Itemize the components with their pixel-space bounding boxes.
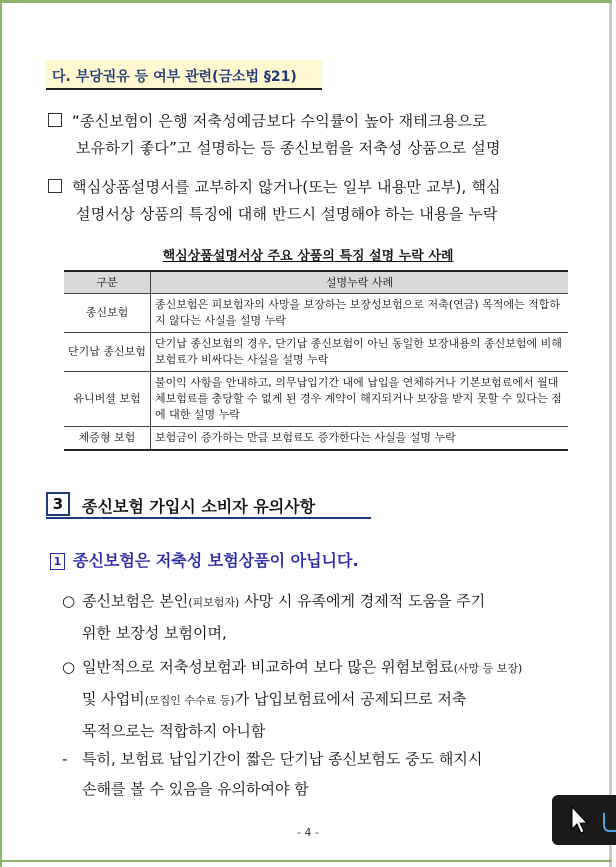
bullet-marker: - [62, 750, 68, 768]
table-cell-category: 유니버셜 보험 [64, 372, 151, 427]
bullet-1-text-small: (피보험자) [188, 596, 240, 609]
bullet-2-line3: 목적으로는 적합하지 아니함 [82, 722, 266, 740]
page-number: - 4 - [297, 826, 319, 839]
paragraph-1-line1: “종신보험이 은행 저축성예금보다 수익률이 높아 재테크용으로 [72, 112, 487, 130]
table-cell-description: 종신보험은 피보험자의 사망을 보장하는 보장성보험으로 저축(연금) 목적에는 적합하지 않다는 사실을 설명 누락 [151, 294, 569, 333]
section-3-number: 3 [46, 492, 70, 516]
table-row [64, 294, 568, 333]
section-3-title: 종신보험 가입시 소비자 유의사항 [82, 497, 316, 516]
table-cell-category: 단기납 종신보험 [64, 333, 151, 372]
bullet-3 [62, 744, 482, 804]
bullet-3-line2: 손해를 볼 수 있음을 유의하여야 함 [82, 780, 309, 798]
bullet-1-text-b: 사망 시 유족에게 경제적 도움을 주기 [239, 592, 486, 610]
checkbox-icon [48, 113, 62, 127]
bullet-marker: ○ [62, 658, 76, 676]
subheading-number: 1 [50, 553, 65, 570]
checkbox-icon [48, 179, 62, 193]
table-title: 핵심상품설명서상 주요 상품의 특징 설명 누락 사례 [162, 249, 454, 264]
table-cell-category: 종신보험 [64, 294, 151, 333]
paragraph-2 [48, 174, 501, 228]
section-3-underline [46, 517, 371, 519]
bullet-2-text-a: 일반적으로 저축성보험과 비교하여 보다 많은 위험보험료 [82, 658, 454, 676]
bullet-1 [62, 586, 485, 648]
bullet-2-line2-b: 가 납입보험료에서 공제되므로 저축 [234, 690, 467, 708]
table-header-row [64, 271, 568, 294]
table-row [64, 372, 568, 427]
bullet-3-text: 특히, 보험료 납입기간이 짧은 단기납 종신보험도 중도 해지시 [82, 750, 483, 768]
bullet-2-text-small: (사망 등 보장) [453, 662, 523, 675]
table-header-description: 설명누락 사례 [151, 271, 569, 294]
table-row [64, 333, 568, 372]
table-cell-category: 체증형 보험 [64, 427, 151, 451]
bullet-marker: ○ [62, 592, 76, 610]
omission-cases-table [64, 270, 568, 451]
bullet-1-line2: 위한 보장성 보험이며, [82, 624, 227, 642]
bullet-1-text-a: 종신보험은 본인 [82, 592, 189, 610]
paragraph-2-line1: 핵심상품설명서를 교부하지 않거나(또는 일부 내용만 교부), 핵심 [72, 178, 501, 196]
bottom-rule [0, 860, 612, 862]
paragraph-2-line2: 설명서상 상품의 특징에 대해 반드시 설명해야 하는 내용을 누락 [76, 205, 498, 223]
section-heading [46, 60, 322, 90]
section-heading-text: 다. 부당권유 등 여부 관련(금소법 §21) [52, 69, 297, 85]
table-cell-description: 불이익 사항을 안내하고, 의무납입기간 내에 납입을 연체하거나 기본보험료에서 월대체보험료를 충당할 수 없게 된 경우 계약이 해지되거나 보장을 받지 못할 수 있다는 점에 대한 설명 누락 [151, 372, 569, 427]
subheading [50, 548, 359, 571]
table-header-category: 구분 [64, 271, 151, 294]
bullet-2 [62, 652, 522, 746]
bullet-2-line2-a: 및 사업비 [82, 690, 145, 708]
cursor-icon [552, 795, 616, 845]
top-rule [0, 0, 612, 3]
paragraph-1-line2: 보유하기 좋다”고 설명하는 등 종신보험을 저축성 상품으로 설명 [76, 139, 501, 157]
table-cell-description: 단기납 종신보험의 경우, 단기납 종신보험이 아닌 동일한 보장내용의 종신보험에 비해 보험료가 비싸다는 사실을 설명 누락 [151, 333, 569, 372]
subheading-text: 종신보험은 저축성 보험상품이 아닙니다. [73, 551, 359, 570]
bullet-2-line2-small: (모집인 수수료 등) [144, 694, 235, 707]
table-cell-description: 보험금이 증가하는 만큼 보험료도 증가한다는 사실을 설명 누락 [151, 427, 569, 451]
table-row [64, 427, 568, 451]
paragraph-1 [48, 108, 501, 162]
cursor-overlay[interactable] [552, 795, 616, 845]
